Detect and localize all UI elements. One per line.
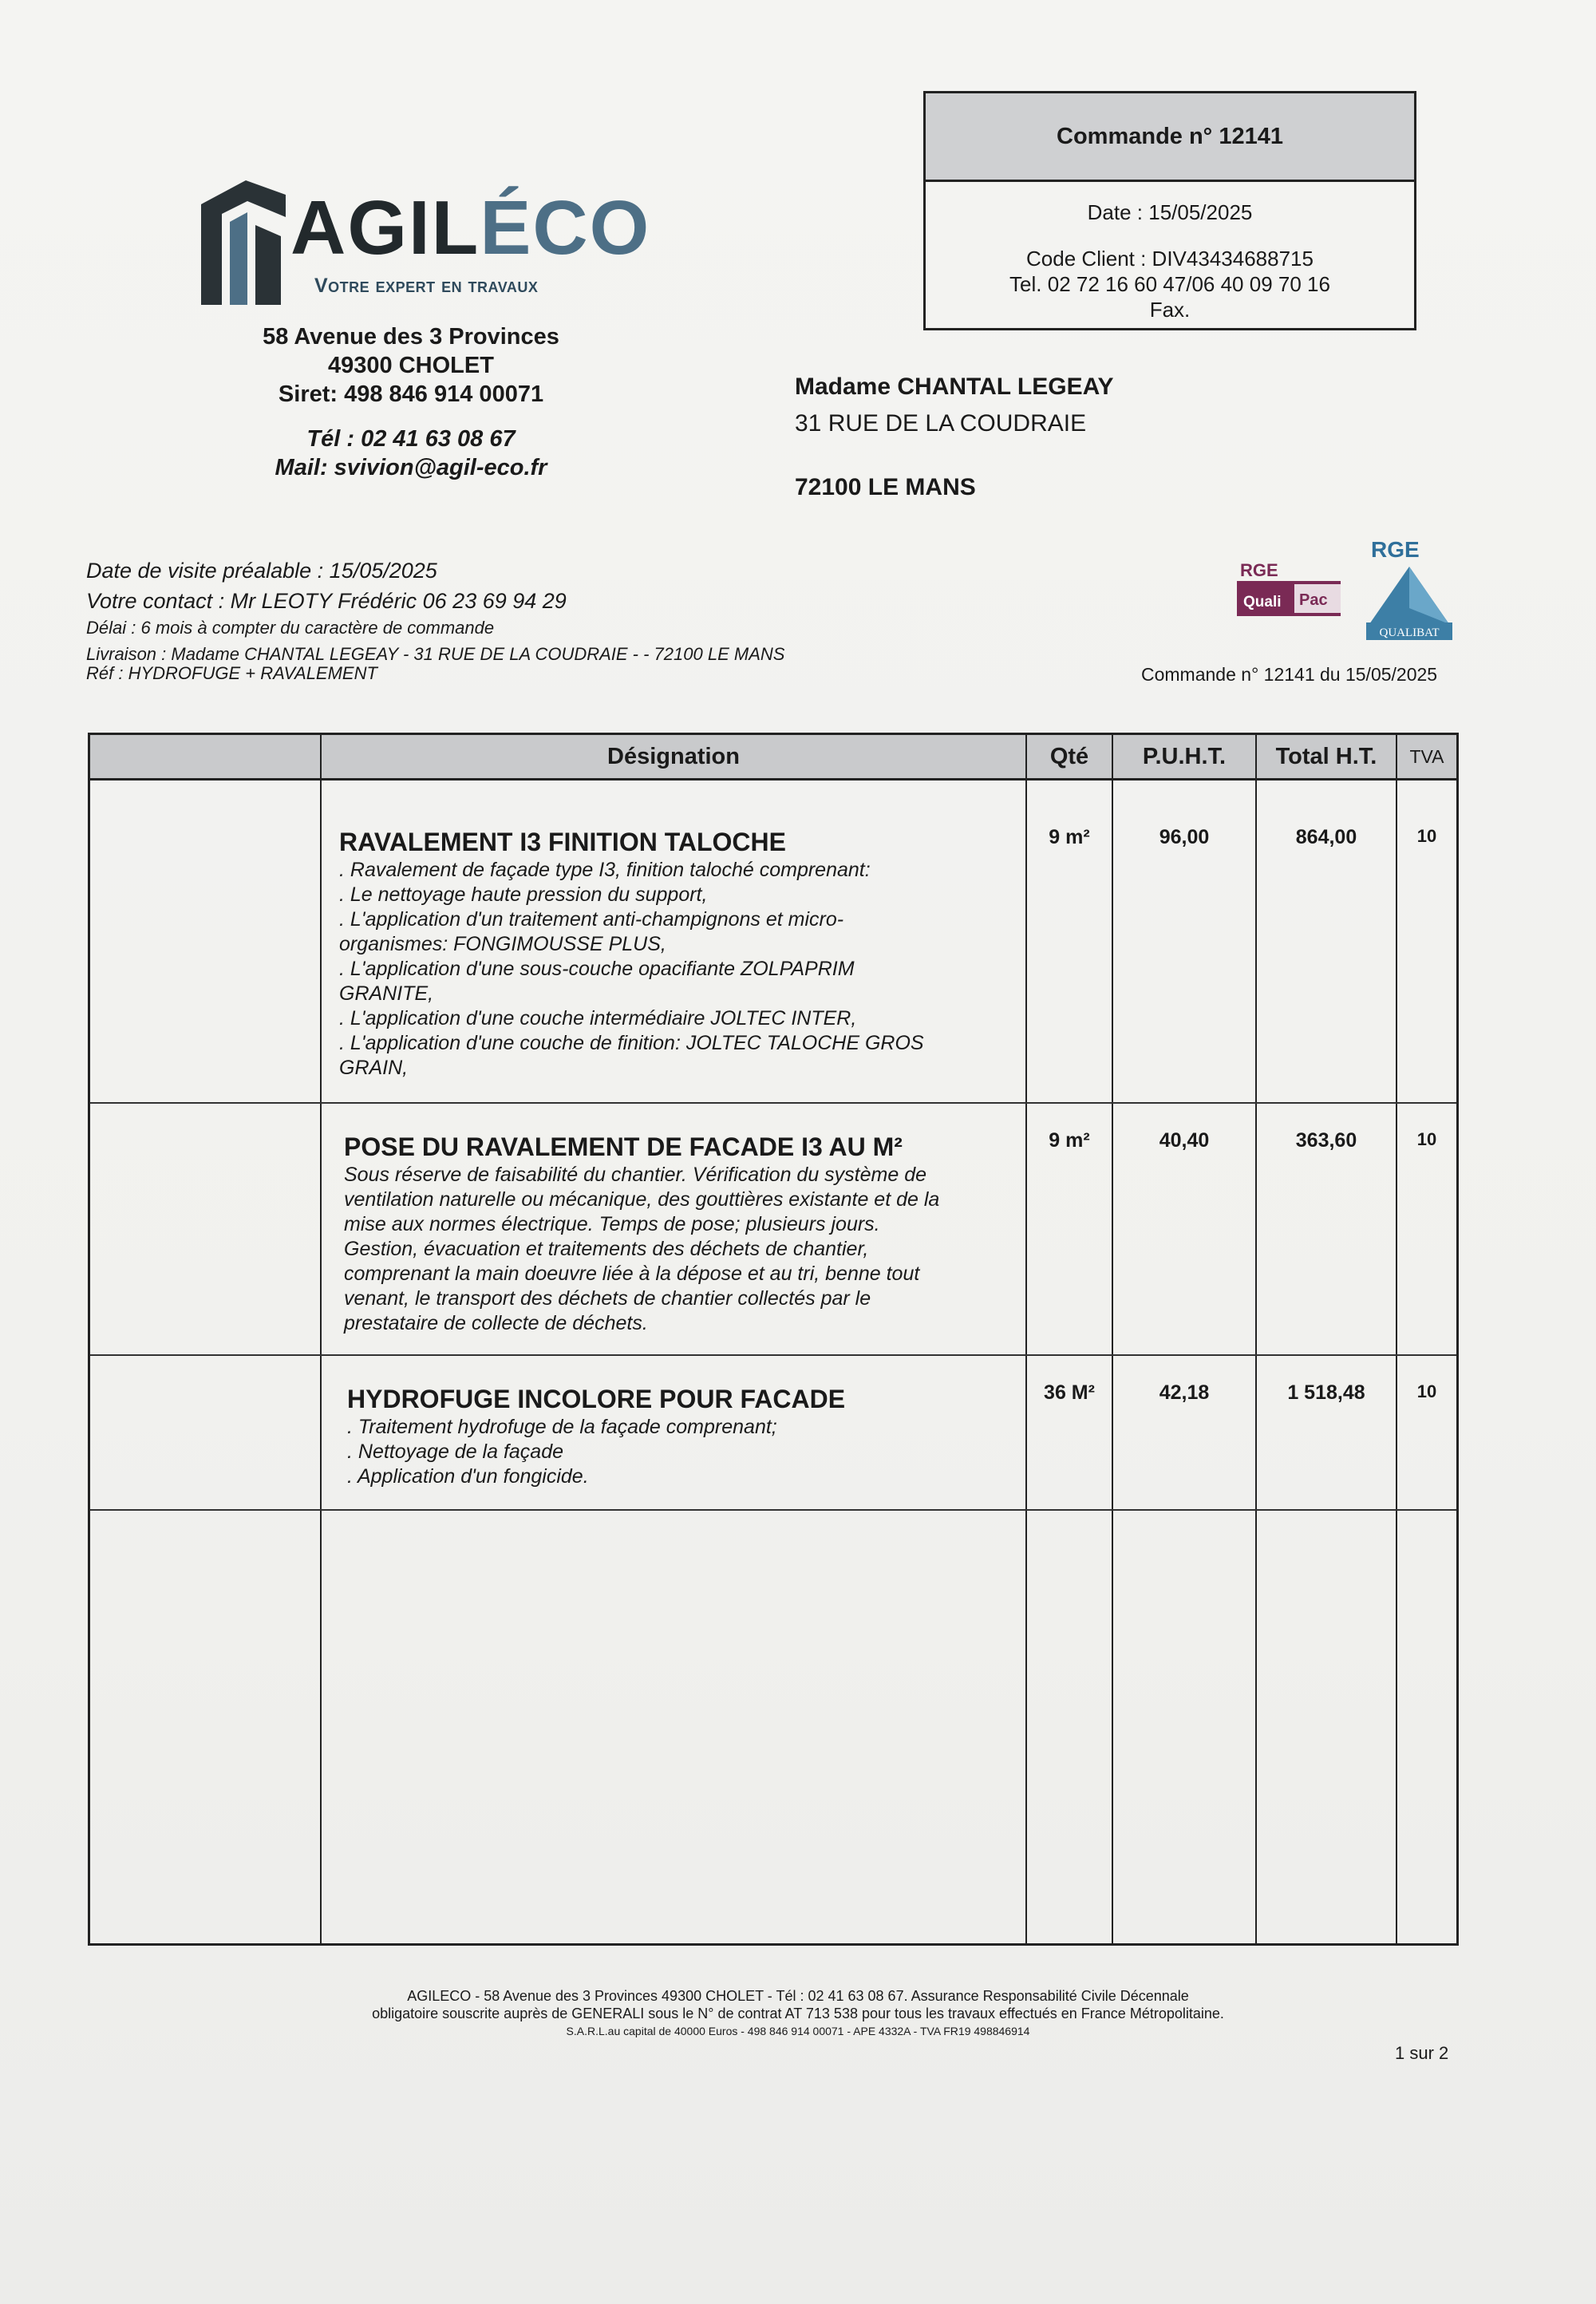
item-line: . Le nettoyage haute pression du support,: [339, 883, 708, 906]
order-table: [88, 733, 1459, 1946]
logo-wordmark: [290, 185, 651, 271]
footer-line2: obligatoire souscrite auprès de GENERALI sous le N° de contrat AT 713 538 pour tous les travaux effectués en France Métropolitaine.: [372, 2006, 1224, 2021]
header-qty: Qté: [1049, 743, 1089, 769]
item-line: ventilation naturelle ou mécanique, des gouttières existante et de la: [344, 1188, 940, 1211]
item-line: comprenant la main doeuvre liée à la dépose et au tri, benne tout: [344, 1263, 920, 1285]
item-line: venant, le transport des déchets de chantier collectés par le: [344, 1287, 871, 1310]
item-tva: 10: [1416, 1381, 1437, 1401]
order-client-code: Code Client : DIV43434688715: [1026, 247, 1314, 271]
qualibat-label: QUALIBAT: [1379, 626, 1440, 639]
rge-qualibat-badge-icon: [1366, 535, 1452, 640]
order-tel: Tel. 02 72 16 60 47/06 40 09 70 16: [1009, 272, 1330, 296]
item-qty: 9 m²: [1049, 1129, 1090, 1152]
delivery-line: Livraison : Madame CHANTAL LEGEAY - 31 RUE DE LA COUDRAIE - - 72100 LE MANS: [86, 644, 785, 664]
item-qty: 36 M²: [1044, 1381, 1095, 1404]
company-address-line2: 49300 CHOLET: [328, 353, 494, 378]
company-siret: Siret: 498 846 914 00071: [278, 381, 544, 407]
contact-line: Votre contact : Mr LEOTY Frédéric 06 23 69 94 29: [86, 589, 567, 613]
item-tva: 10: [1416, 1129, 1437, 1149]
item-total: 1 518,48: [1287, 1381, 1365, 1404]
footer-line1: AGILECO - 58 Avenue des 3 Provinces 49300 CHOLET - Tél : 02 41 63 08 67. Assurance Responsabilité Civile Décennale: [407, 1988, 1189, 2004]
item-line: . Ravalement de façade type I3, finition taloché comprenant:: [339, 859, 871, 881]
qualipac-label-b: Pac: [1299, 591, 1328, 609]
company-info: [200, 322, 622, 482]
item-line: Gestion, évacuation et traitements des déchets de chantier,: [344, 1238, 869, 1260]
logo-name-part1: AGIL: [290, 185, 480, 271]
item-line: GRAIN,: [339, 1057, 409, 1079]
client-street: 31 RUE DE LA COUDRAIE: [795, 410, 1087, 437]
table-row: [344, 1131, 1022, 1336]
item-line: . Application d'un fongicide.: [347, 1465, 589, 1488]
item-line: . L'application d'une couche intermédiaire JOLTEC INTER,: [339, 1007, 857, 1029]
header-designation: Désignation: [607, 743, 740, 769]
item-line: prestataire de collecte de déchets.: [344, 1312, 648, 1334]
qualipac-label-a: Quali: [1243, 594, 1282, 611]
item-line: . L'application d'une sous-couche opacifiante ZOLPAPRIM: [339, 958, 855, 980]
logo-name-part2: ÉCO: [480, 185, 651, 271]
item-line: . L'application d'un traitement anti-champignons et micro-: [339, 908, 844, 931]
item-unit-price: 40,40: [1159, 1129, 1210, 1152]
order-title: Commande n° 12141: [926, 93, 1414, 182]
order-date: Date : 15/05/2025: [1087, 200, 1253, 224]
table-row: [347, 1383, 1025, 1489]
item-unit-price: 42,18: [1159, 1381, 1210, 1404]
company-phone: Tél : 02 41 63 08 67: [306, 426, 516, 452]
visit-date: Date de visite préalable : 15/05/2025: [86, 559, 437, 583]
header-unit-price: P.U.H.T.: [1142, 743, 1227, 769]
item-line: GRANITE,: [339, 982, 434, 1005]
item-title: HYDROFUGE INCOLORE POUR FACADE: [347, 1385, 846, 1413]
reference-line: Réf : HYDROFUGE + RAVALEMENT: [86, 663, 377, 683]
client-name: Madame CHANTAL LEGEAY: [795, 373, 1114, 400]
logo-tagline: Votre expert en travaux: [314, 275, 539, 297]
page-number: 1 sur 2: [1395, 2043, 1449, 2063]
footer-line3: S.A.R.L.au capital de 40000 Euros - 498 846 914 00071 - APE 4332A - TVA FR19 498846914: [566, 2025, 1030, 2037]
rge-label-1: RGE: [1240, 560, 1278, 580]
item-line: . L'application d'une couche de finition: JOLTEC TALOCHE GROS: [339, 1032, 924, 1054]
item-qty: 9 m²: [1049, 826, 1090, 848]
order-info: [86, 555, 784, 683]
item-tva: 10: [1416, 826, 1437, 846]
item-title: POSE DU RAVALEMENT DE FACADE I3 AU M²: [344, 1132, 903, 1161]
client-city: 72100 LE MANS: [795, 474, 976, 500]
item-total: 864,00: [1295, 826, 1357, 848]
order-box: [923, 91, 1416, 330]
item-line: Sous réserve de faisabilité du chantier. Vérification du système de: [344, 1164, 927, 1186]
item-title: RAVALEMENT I3 FINITION TALOCHE: [339, 828, 786, 856]
header-total: Total H.T.: [1275, 743, 1377, 769]
item-total: 363,60: [1295, 1129, 1357, 1152]
item-line: . Traitement hydrofuge de la façade comprenant;: [347, 1416, 777, 1438]
delay-line: Délai : 6 mois à compter du caractère de commande: [86, 618, 495, 638]
table-row: [339, 826, 1017, 1081]
order-reference: Commande n° 12141 du 15/05/2025: [1141, 664, 1438, 685]
item-line: . Nettoyage de la façade: [347, 1440, 564, 1463]
company-address-line1: 58 Avenue des 3 Provinces: [263, 324, 559, 350]
order-fax: Fax.: [1149, 298, 1191, 322]
legal-footer: [239, 1987, 1357, 2040]
rge-qualipac-badge-icon: [1237, 557, 1341, 624]
item-unit-price: 96,00: [1159, 826, 1210, 848]
item-line: mise aux normes électrique. Temps de pose; plusieurs jours.: [344, 1213, 880, 1235]
header-tva: TVA: [1409, 745, 1444, 767]
client-address: [795, 369, 1114, 506]
company-email: Mail: svivion@agil-eco.fr: [275, 455, 547, 480]
rge-label-2: RGE: [1371, 537, 1420, 562]
item-line: organismes: FONGIMOUSSE PLUS,: [339, 933, 666, 955]
